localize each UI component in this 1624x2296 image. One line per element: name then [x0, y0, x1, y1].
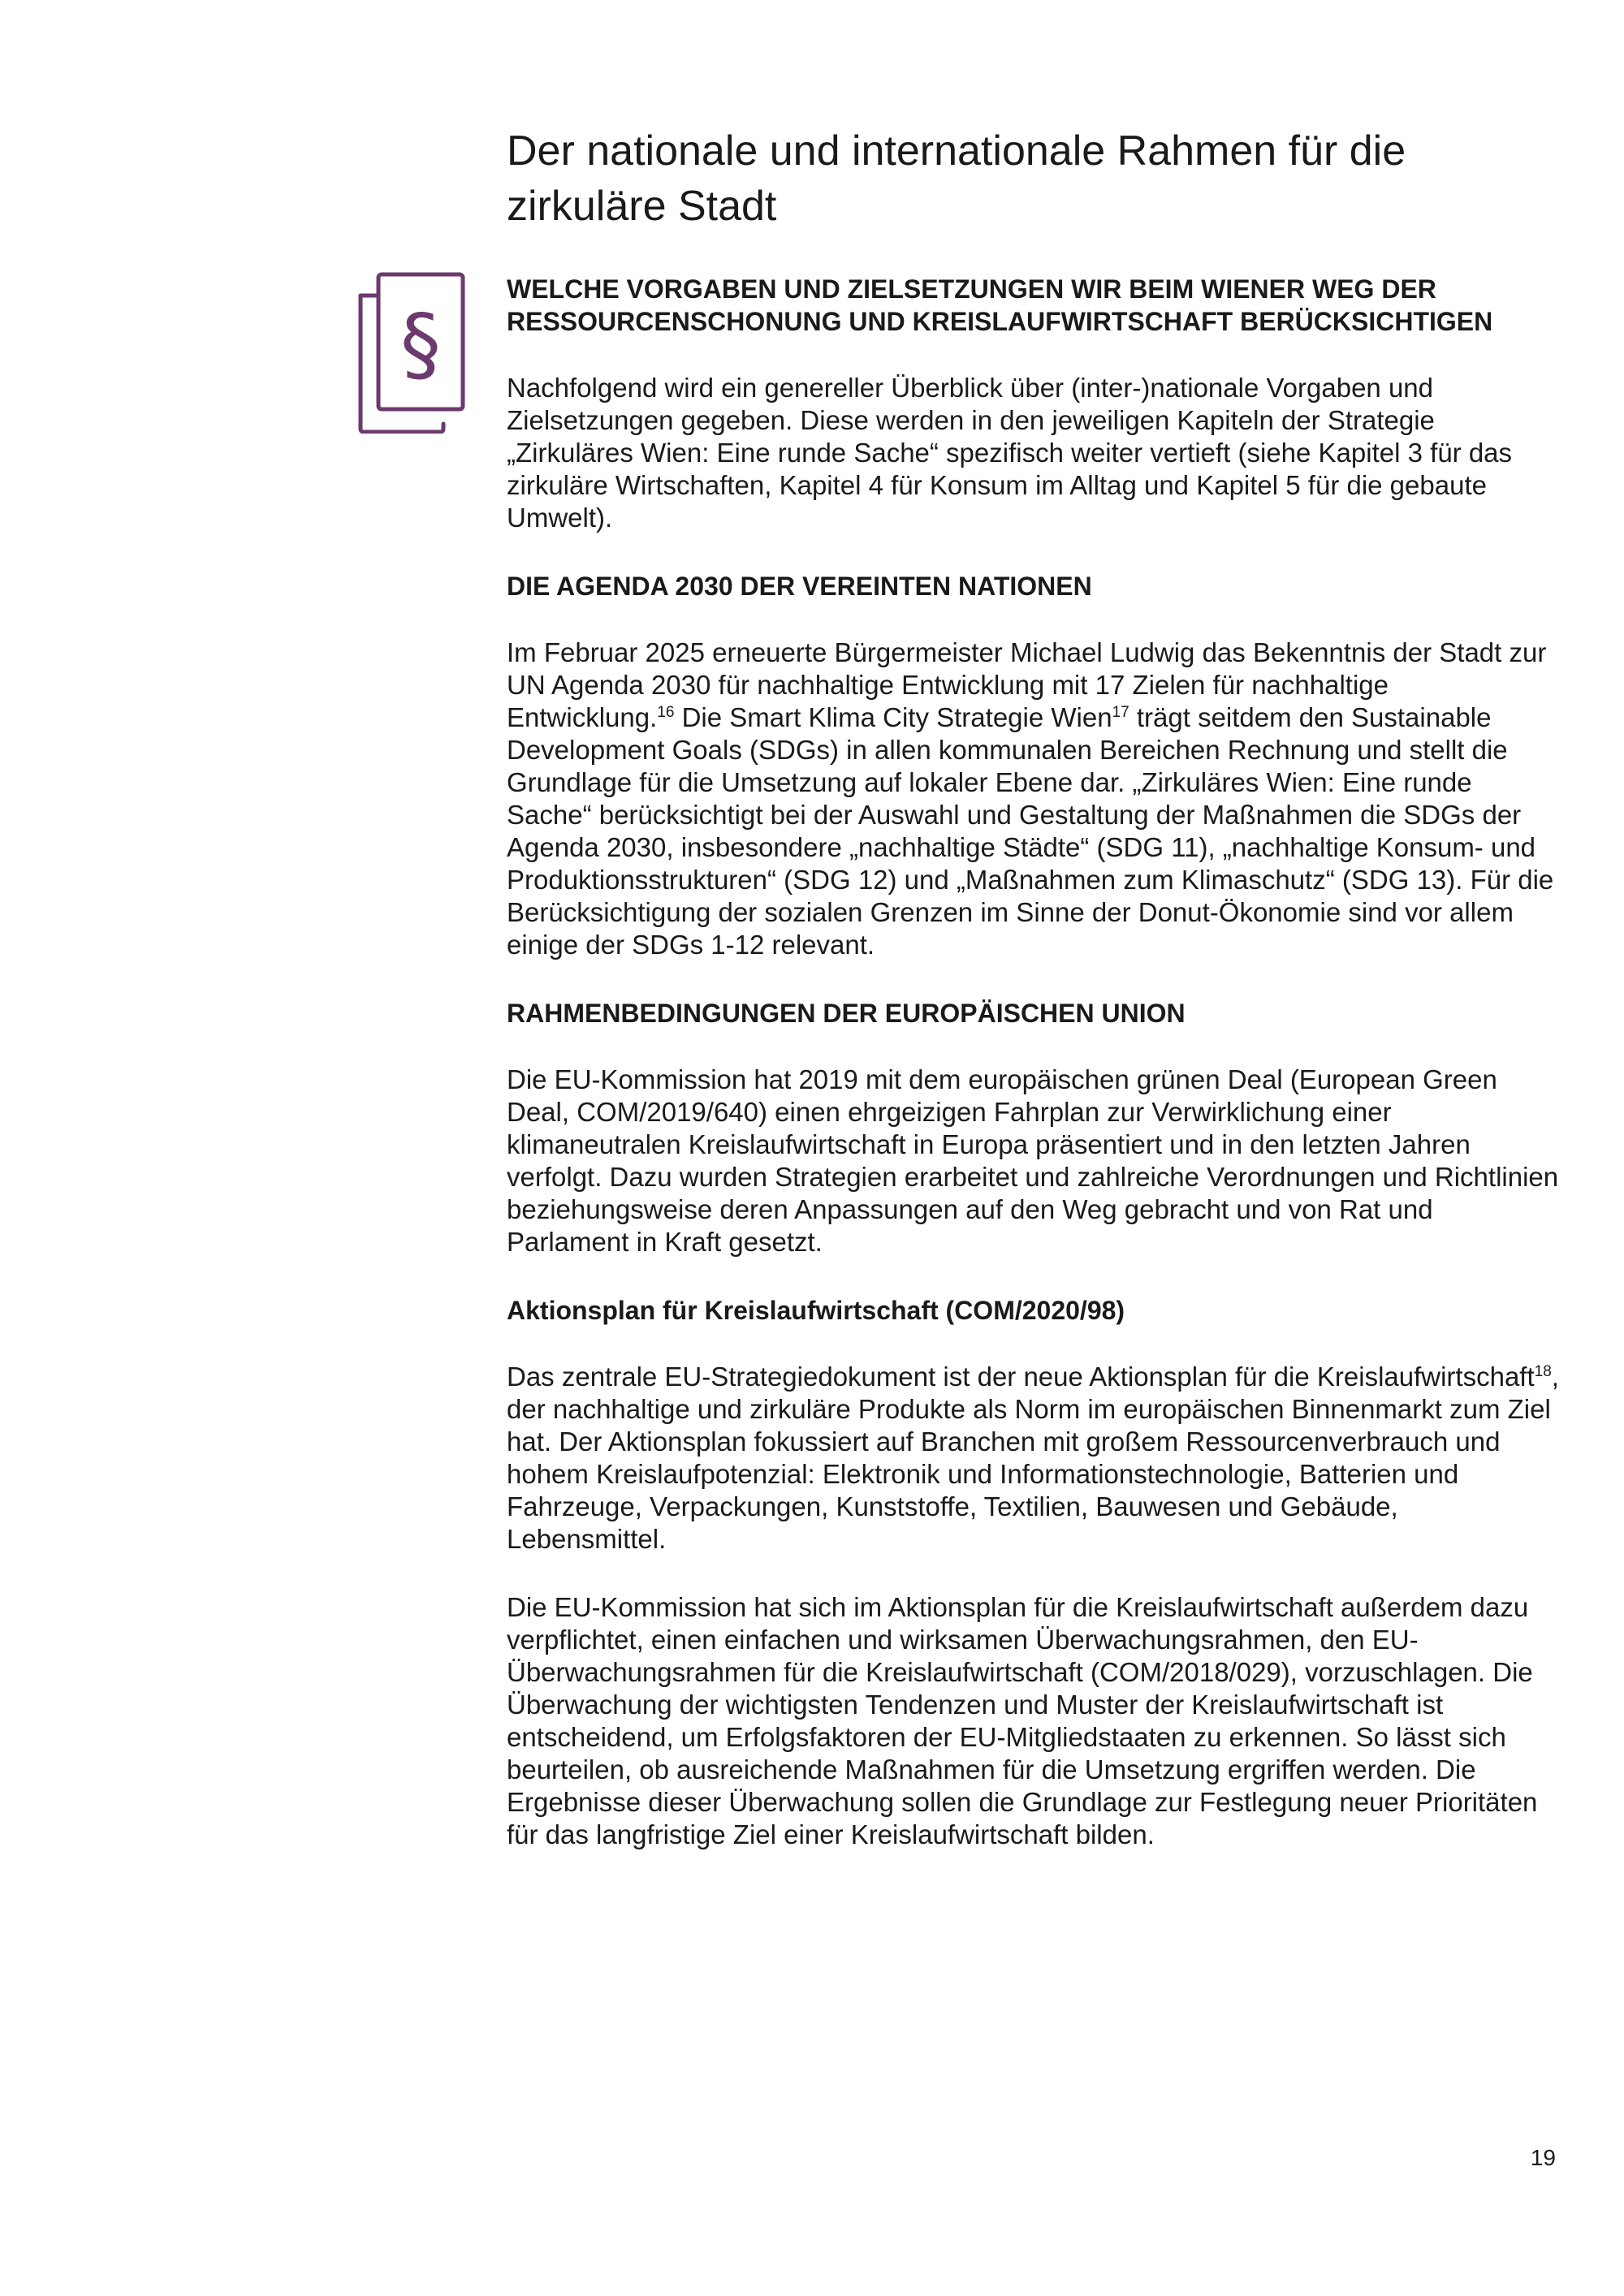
svg-text:§: § [400, 296, 441, 391]
action-plan-paragraph-1 [507, 1361, 1562, 1556]
agenda-heading: DIE AGENDA 2030 DER VEREINTEN NATIONEN [507, 572, 1092, 601]
footnote-ref-18[interactable]: 18 [1534, 1363, 1552, 1380]
footnote-ref-17[interactable]: 17 [1112, 704, 1129, 721]
action-plan-paragraph-2: Die EU-Kommission hat sich im Aktionsplan für die Kreislaufwirtschaft außerdem dazu verpflichtet, einen einfachen und wirksamen Überwachungsrahmen, den EU-Überwachungsrahmen für die Kreislaufwirtschaft (COM/2018/029), vorzuschlagen. Die Überwachung der wichtigsten Tendenzen und Muster der Kreislaufwirtschaft ist entscheidend, um Erfolgsfaktoren der EU-Mitgliedstaaten zu erkennen. So lässt sich beurteilen, ob ausreichende Maßnahmen für die Umsetzung ergriffen werden. Die Ergebnisse dieser Überwachung sollen die Grundlage zur Festlegung neuer Prioritäten für das langfristige Ziel einer Kreislaufwirtschaft bilden. [507, 1592, 1538, 1849]
eu-paragraph: Die EU-Kommission hat 2019 mit dem europäischen grünen Deal (European Green Deal, COM/2019/640) einen ehrgeizigen Fahrplan zur Verwirklichung einer klimaneutralen Kreislaufwirtschaft in Europa präsentiert und in den letzten Jahren verfolgt. Dazu wurden Strategien erarbeitet und zahlreiche Verordnungen und Richtlinien beziehungsweise deren Anpassungen auf den Weg gebracht und von Rat und Parlament in Kraft gesetzt. [507, 1064, 1559, 1257]
eu-heading: RAHMENBEDINGUNGEN DER EUROPÄISCHEN UNION [507, 999, 1186, 1028]
action-plan-text-part2: , der nachhaltige und zirkuläre Produkte als Norm im europäischen Binnenmarkt zum Ziel hat. Der Aktionsplan fokussiert auf Branchen mit großem Ressourcenverbrauch und hohem Kreislaufpotenzial: Elektronik und Informationstechnologie, Batterien und Fahrzeuge, Verpackungen, Kunststoffe, Textilien, Bauwesen und Gebäude, Lebensmittel. [507, 1362, 1559, 1554]
agenda-text-part2: Die Smart Klima City Strategie Wien [674, 702, 1112, 732]
action-plan-heading: Aktionsplan für Kreislaufwirtschaft (COM/2020/98) [507, 1296, 1125, 1325]
agenda-text-part3: trägt seitdem den Sustainable Development Goals (SDGs) in allen kommunalen Bereichen Rechnung und stellt die Grundlage für die Umsetzung auf lokaler Ebene dar. „Zirkuläres Wien: Eine runde Sache“ berücksichtigt bei der Auswahl und Gestaltung der Maßnahmen die SDGs der Agenda 2030, insbesondere „nachhaltige Städte“ (SDG 11), „nachhaltige Konsum- und Produktionsstrukturen“ (SDG 12) und „Maßnahmen zum Klimaschutz“ (SDG 13). Für die Berücksichtigung der sozialen Grenzen im Sinne der Donut-Ökonomie sind vor allem einige der SDGs 1-12 relevant. [507, 702, 1554, 960]
page-number: 19 [1530, 2145, 1556, 2170]
agenda-paragraph [507, 637, 1562, 961]
footnote-ref-16[interactable]: 16 [657, 704, 675, 721]
page-title: Der nationale und internationale Rahmen für die zirkuläre Stadt [507, 127, 1406, 230]
intro-heading: WELCHE VORGABEN UND ZIELSETZUNGEN WIR BEIM WIENER WEG DER RESSOURCENSCHONUNG UND KREISLAUFWIRTSCHAFT BERÜCKSICHTIGEN [507, 274, 1493, 336]
intro-paragraph: Nachfolgend wird ein genereller Überblick über (inter-)nationale Vorgaben und Zielsetzungen gegeben. Diese werden in den jeweiligen Kapiteln der Strategie „Zirkuläres Wien: Eine runde Sache“ spezifisch weiter vertieft (siehe Kapitel 3 für das zirkuläre Wirtschaften, Kapitel 4 für Konsum im Alltag und Kapitel 5 für die gebaute Umwelt). [507, 373, 1513, 533]
action-plan-text-part1: Das zentrale EU-Strategiedokument ist der neue Aktionsplan für die Kreislaufwirtschaft [507, 1362, 1535, 1392]
agenda-text-part1: Im Februar 2025 erneuerte Bürgermeister Michael Ludwig das Bekenntnis der Stadt zur UN Agenda 2030 für nachhaltige Entwicklung mit 17 Zielen für nachhaltige Entwicklung. [507, 637, 1547, 732]
main-content [507, 273, 1562, 1851]
paragraph-document-icon [349, 271, 479, 434]
